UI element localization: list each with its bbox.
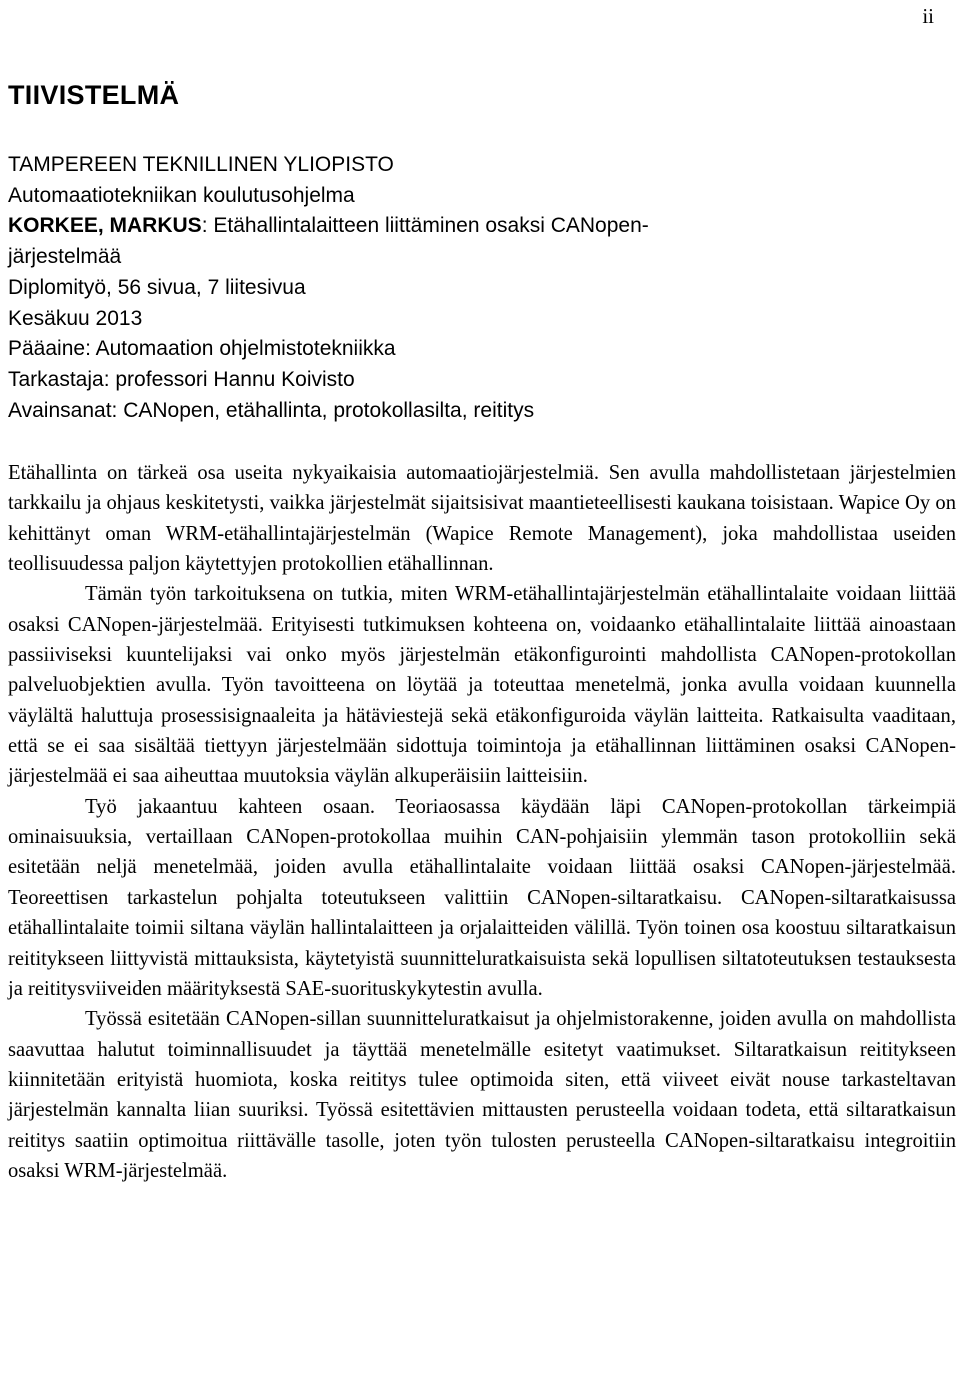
university-name: TAMPEREEN TEKNILLINEN YLIOPISTO	[8, 153, 394, 176]
thesis-date: Kesäkuu 2013	[8, 306, 143, 330]
keywords: Avainsanat: CANopen, etähallinta, protokollasilta, reititys	[8, 398, 535, 422]
abstract-paragraph-2: Tämän työn tarkoituksena on tutkia, miten WRM-etähallintajärjestelmän etähallintalaite voidaan liittää osaksi CANopen-järjestelmää. Erityisesti tutkimuksen kohteena on, voidaanko etähallintalaite liittää ainoastaan passiiviseksi kuuntelijaksi vai onko myös järjestelmän etäkonfigurointi mahdollista CANopen-protokollan palveluobjektien avulla. Työn tavoitteena on löytää ja toteuttaa menetelmä, jonka avulla voidaan kuunnella väylältä haluttuja prosessisignaaleita ja hätäviestejä sekä etäkonfiguroida väylän laitteita. Ratkaisulta vaaditaan, että se ei saa sisältää tiettyyn järjestelmään sidottuja toimintoja ja etähallinnan liittäminen osaksi CANopen-järjestelmää ei saa aiheuttaa muutoksia väylän alkuperäisiin laitteisiin.	[8, 583, 956, 788]
examiner: Tarkastaja: professori Hannu Koivisto	[8, 367, 355, 391]
thesis-type: Diplomityö, 56 sivua, 7 liitesivua	[8, 275, 306, 299]
major-subject: Pääaine: Automaation ohjelmistotekniikka	[8, 337, 396, 361]
thesis-title-line1: : Etähallintalaitteen liittäminen osaksi CANopen-	[201, 214, 649, 238]
thesis-metadata	[8, 150, 858, 426]
abstract-paragraph-1: Etähallinta on tärkeä osa useita nykyaikaisia automaatiojärjestelmiä. Sen avulla mahdollistetaan järjestelmien tarkkailu ja ohjaus keskitetysti, vaikka järjestelmät sijaitsisivat maantieteellisesti kaukana toisistaan. Wapice Oy on kehittänyt oman WRM-etähallintajärjestelmän (Wapice Remote Management), joka mahdollistaa useiden teollisuudessa paljon käytettyjen protokollien etähallinnan.	[8, 462, 956, 576]
page-title: TIIVISTELMÄ	[8, 80, 180, 110]
degree-programme: Automaatiotekniikan koulutusohjelma	[8, 183, 355, 207]
page-number: ii	[922, 4, 934, 28]
author-and-title	[8, 211, 858, 242]
abstract-paragraph-4: Työssä esitetään CANopen-sillan suunnitteluratkaisut ja ohjelmistorakenne, joiden avulla on mahdollista saavuttaa halutut toiminnallisuudet ja täyttää menetelmälle esitetyt vaatimukset. Siltaratkaisun reititykseen kiinnitetään erityistä huomiota, koska reititys tulee optimoida siten, että viiveet eivät nouse tarkasteltavan järjestelmän kannalta liian suuriksi. Työssä esitettävien mittausten perusteella voidaan todeta, että siltaratkaisun reititys saatiin optimoitua riittävälle tasolle, joten työn tulosten perusteella CANopen-siltaratkaisu integroitiin osaksi WRM-järjestelmää.	[8, 1008, 956, 1182]
abstract-paragraph-3: Työ jakaantuu kahteen osaan. Teoriaosassa käydään läpi CANopen-protokollan tärkeimpiä ominaisuuksia, vertaillaan CANopen-protokollaa muihin CAN-pohjaisiin ylemmän tason protokolliin sekä esitetään neljä menetelmää, joiden avulla etähallintalaite voidaan liittää osaksi CANopen-järjestelmää. Teoreettisen tarkastelun pohjalta toteutukseen valittiin CANopen-siltaratkaisu. CANopen-siltaratkaisussa etähallintalaite toimii siltana väylän hallintalaitteen ja orjalaitteiden välillä. Työn toinen osa koostuu siltaratkaisun reititykseen liittyvistä mittauksista, käytetyistä suunnitteluratkaisuista sekä lopullisen siltatoteutuksen testauksesta ja reititysviiveiden määrityksestä SAE-suorituskykytestin avulla.	[8, 795, 956, 1000]
abstract-body	[8, 458, 956, 1186]
thesis-title-line2: järjestelmää	[8, 245, 122, 269]
author-name: KORKEE, MARKUS	[8, 214, 202, 238]
